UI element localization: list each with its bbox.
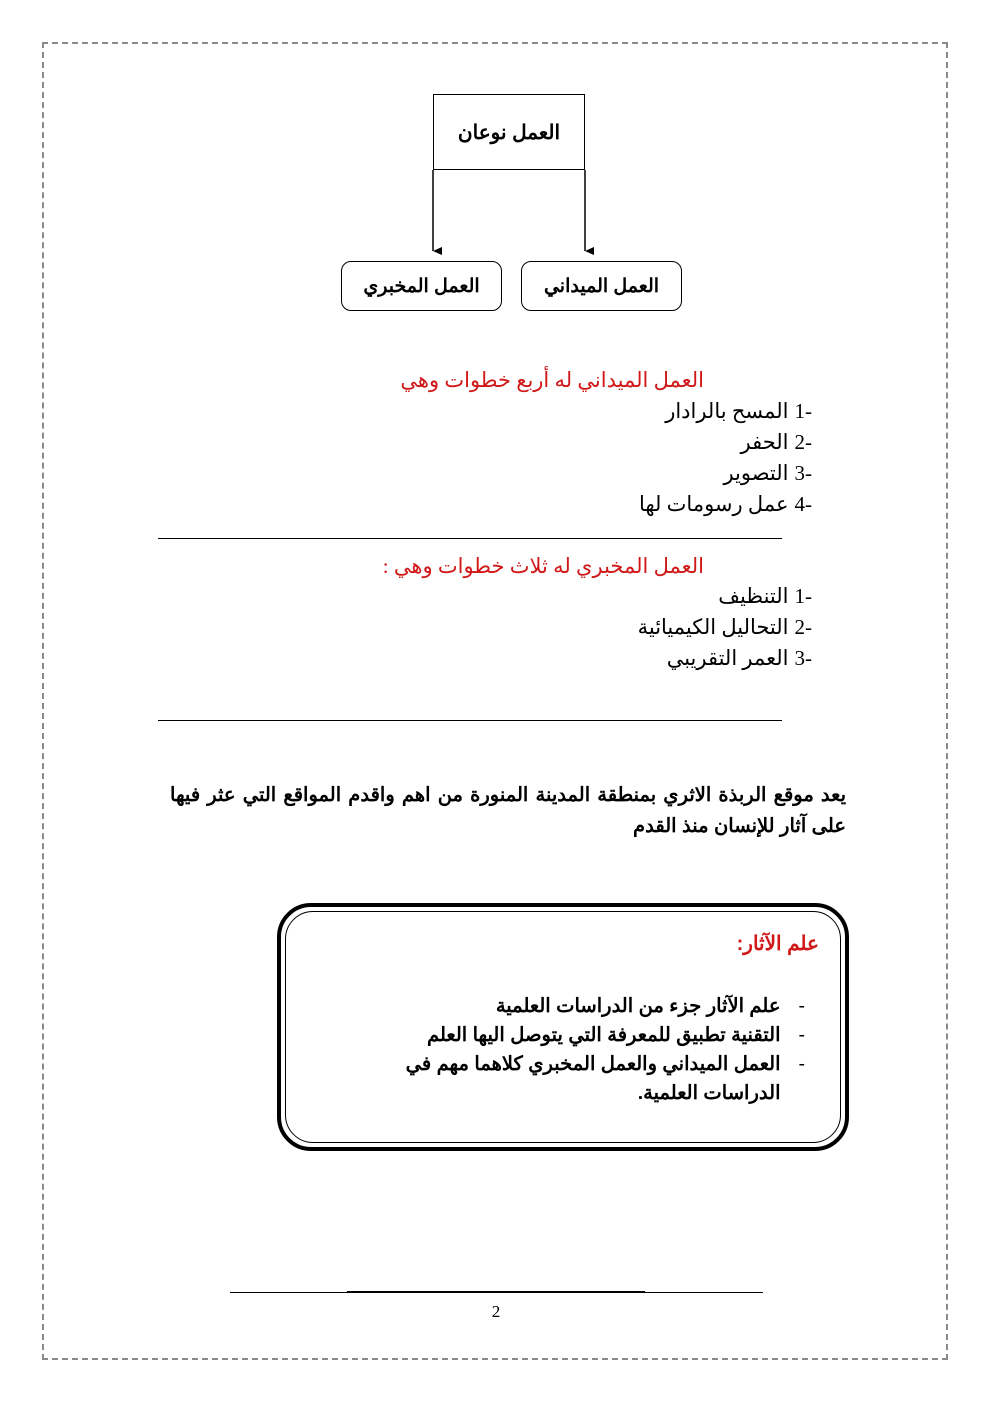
bullet-dash: - [798, 1053, 805, 1075]
step-text: عمل رسومات لها [638, 492, 789, 516]
bullet-dash: - [798, 995, 805, 1017]
list-item [638, 581, 812, 612]
field-work-heading: العمل الميداني له أربع خطوات وهي [400, 368, 704, 392]
list-item [639, 396, 812, 427]
lab-work-heading-wrap [383, 551, 704, 581]
list-item [365, 1050, 805, 1108]
step-text: الحفر [740, 430, 789, 454]
step-number: 2- [794, 615, 812, 639]
step-number: 2- [794, 430, 812, 454]
diagram-root-box: العمل نوعان [433, 94, 585, 170]
rabadha-paragraph: يعد موقع الربذة الاثري بمنطقة المدينة المنورة من اهم واقدم المواقع التي عثر فيها على آثار للإنسان منذ القدم [170, 784, 846, 837]
step-number: 1- [794, 399, 812, 423]
list-item [638, 612, 812, 643]
list-item [365, 1021, 805, 1050]
lab-work-steps [638, 581, 812, 674]
field-work-steps [639, 396, 812, 520]
step-number: 4- [794, 492, 812, 516]
step-text: التحاليل الكيميائية [637, 615, 789, 639]
list-item-text: علم الآثار جزء من الدراسات العلمية [495, 995, 781, 1017]
diagram-field-work-box: العمل الميداني [521, 261, 682, 311]
lab-work-heading: العمل المخبري له ثلاث خطوات وهي : [382, 554, 704, 578]
diagram-lab-work-box: العمل المخبري [341, 261, 502, 311]
step-text: التنظيف [718, 584, 789, 608]
archaeology-list [365, 992, 805, 1108]
work-types-diagram [0, 0, 992, 330]
step-number: 1- [794, 584, 812, 608]
field-work-heading-wrap [400, 365, 704, 395]
divider-2 [158, 720, 782, 721]
archaeology-box [277, 903, 849, 1151]
divider-1 [158, 538, 782, 539]
step-number: 3- [794, 461, 812, 485]
list-item-text: التقنية تطبيق للمعرفة التي يتوصل اليها العلم [427, 1024, 781, 1046]
step-text: التصوير [723, 461, 789, 485]
page-number: 2 [491, 1302, 501, 1321]
bullet-dash: - [798, 1024, 805, 1046]
step-text: العمر التقريبي [666, 646, 789, 670]
list-item [639, 489, 812, 520]
list-item [638, 643, 812, 674]
list-item-text: العمل الميداني والعمل المخبري كلاهما مهم في الدراسات العلمية. [405, 1053, 781, 1104]
list-item [639, 427, 812, 458]
footer-rule-accent [347, 1291, 645, 1293]
list-item [639, 458, 812, 489]
step-number: 3- [794, 646, 812, 670]
list-item [365, 992, 805, 1021]
step-text: المسح بالرادار [665, 399, 789, 423]
archaeology-title: علم الآثار: [736, 933, 819, 955]
